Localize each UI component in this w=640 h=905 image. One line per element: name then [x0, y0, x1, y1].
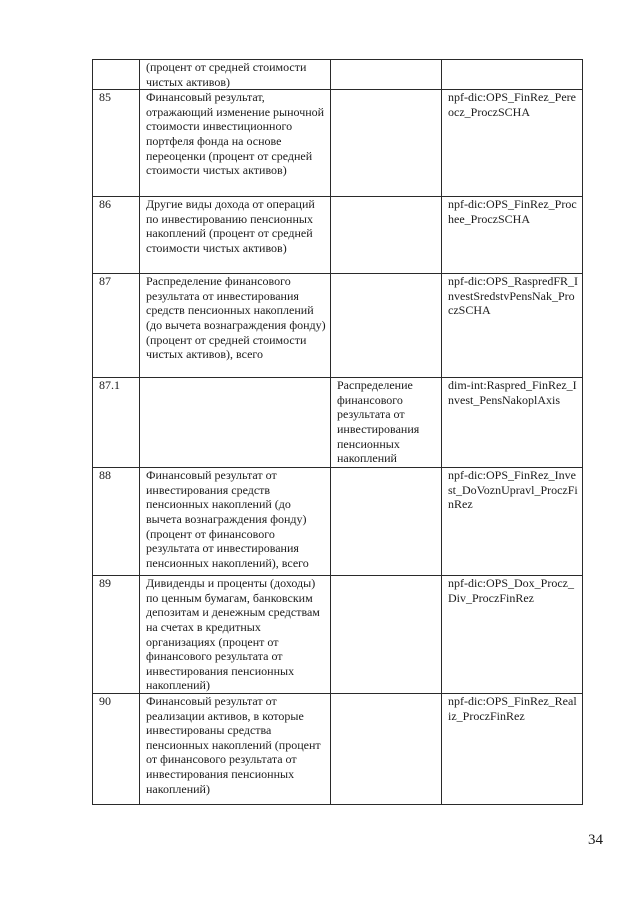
table-row [93, 90, 583, 197]
indicator-name: Финансовый результат от инвестирования средств пенсионных накоплений (до вычета вознаграждения фонду) (процент от финансового результата от инвестирования пенсионных накоплений), всего [140, 468, 331, 576]
row-number [93, 60, 140, 90]
dimension-member [331, 576, 442, 694]
dimension-member [331, 693, 442, 804]
dimension-member [331, 90, 442, 197]
row-number: 88 [93, 468, 140, 576]
indicator-name: Распределение финансового результата от инвестирования средств пенсионных накоплений (до вычета вознаграждения фонду) (процент от средней стоимости чистых активов), всего [140, 274, 331, 378]
dimension-member [331, 197, 442, 274]
row-number: 85 [93, 90, 140, 197]
dimension-member [331, 468, 442, 576]
table-row [93, 693, 583, 804]
indicator-name [140, 378, 331, 468]
row-number: 87.1 [93, 378, 140, 468]
table-row [93, 274, 583, 378]
row-number: 86 [93, 197, 140, 274]
xbrl-code: dim-int:Raspred_FinRez_Invest_PensNakoplAxis [442, 378, 583, 468]
indicator-table [92, 59, 583, 805]
row-number: 89 [93, 576, 140, 694]
xbrl-code [442, 60, 583, 90]
indicator-name: Финансовый результат, отражающий изменение рыночной стоимости инвестиционного портфеля фонда на основе переоценки (процент от средней стоимости чистых активов) [140, 90, 331, 197]
page-number: 34 [588, 832, 603, 848]
xbrl-code: npf-dic:OPS_FinRez_Prochee_ProczSCHA [442, 197, 583, 274]
table-row [93, 197, 583, 274]
indicator-name: Финансовый результат от реализации активов, в которые инвестированы средства пенсионных накоплений (процент от финансового результата от инвестирования пенсионных накоплений) [140, 693, 331, 804]
xbrl-code: npf-dic:OPS_FinRez_Invest_DoVoznUpravl_ProczFinRez [442, 468, 583, 576]
xbrl-code: npf-dic:OPS_FinRez_Realiz_ProczFinRez [442, 693, 583, 804]
indicator-name: Дивиденды и проценты (доходы) по ценным бумагам, банковским депозитам и денежным средствам на счетах в кредитных организациях (процент от финансового результата от инвестирования пенсионных накоплений) [140, 576, 331, 694]
dimension-member [331, 274, 442, 378]
table-row [93, 378, 583, 468]
row-number: 90 [93, 693, 140, 804]
xbrl-code: npf-dic:OPS_Dox_Procz_Div_ProczFinRez [442, 576, 583, 694]
indicator-name: Другие виды дохода от операций по инвестированию пенсионных накоплений (процент от средней стоимости чистых активов) [140, 197, 331, 274]
row-number: 87 [93, 274, 140, 378]
table-row [93, 468, 583, 576]
xbrl-code: npf-dic:OPS_FinRez_Pereocz_ProczSCHA [442, 90, 583, 197]
xbrl-code: npf-dic:OPS_RaspredFR_InvestSredstvPensNak_ProczSCHA [442, 274, 583, 378]
table-row [93, 576, 583, 694]
table-row [93, 60, 583, 90]
dimension-member [331, 60, 442, 90]
dimension-member: Распределение финансового результата от инвестирования пенсионных накоплений [331, 378, 442, 468]
indicator-name: (процент от средней стоимости чистых активов) [140, 60, 331, 90]
